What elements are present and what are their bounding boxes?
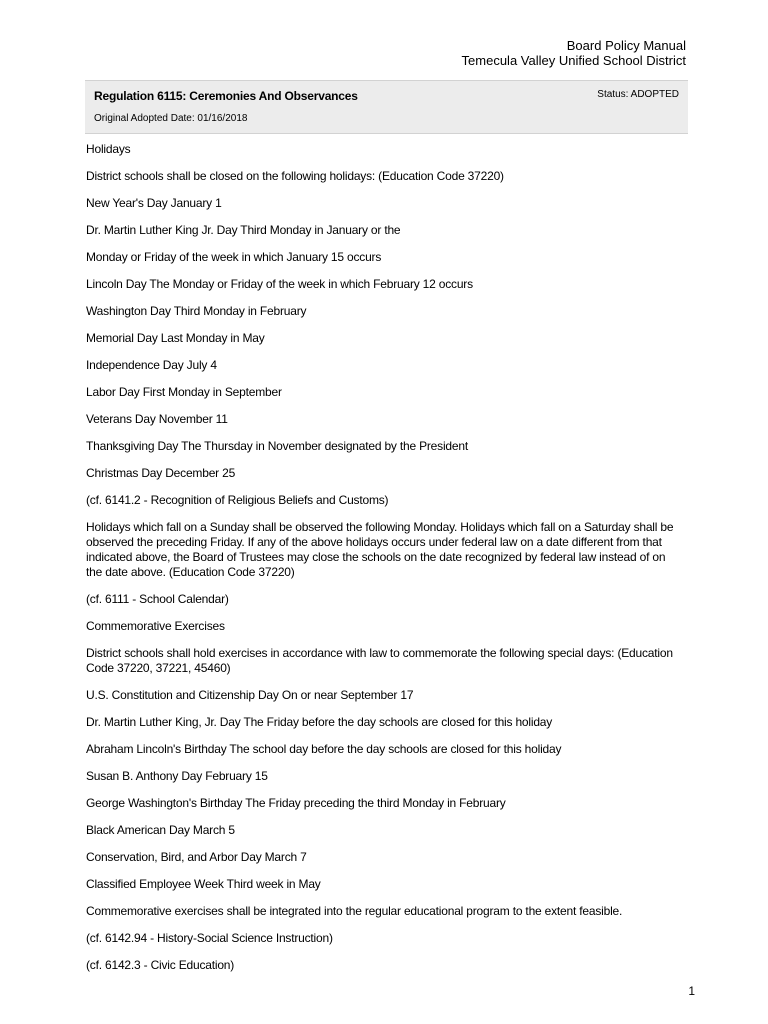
paragraph: Dr. Martin Luther King, Jr. Day The Friday before the day schools are closed for this holiday (86, 715, 553, 729)
paragraph: Memorial Day Last Monday in May (86, 331, 265, 345)
paragraph: Commemorative exercises shall be integrated into the regular educational program to the extent feasible. (86, 904, 623, 918)
paragraph: Lincoln Day The Monday or Friday of the week in which February 12 occurs (86, 277, 473, 291)
paragraph: Holidays (86, 142, 131, 156)
regulation-header-box (85, 80, 688, 134)
paragraph: District schools shall hold exercises in accordance with law to commemorate the following special days: (Education Code 37220, 37221, 45460) (86, 646, 673, 675)
paragraph: Black American Day March 5 (86, 823, 235, 837)
document-header (462, 38, 686, 68)
paragraph: Labor Day First Monday in September (86, 385, 282, 399)
paragraph: George Washington's Birthday The Friday preceding the third Monday in February (86, 796, 506, 810)
paragraph: Thanksgiving Day The Thursday in November designated by the President (86, 439, 468, 453)
paragraph: U.S. Constitution and Citizenship Day On or near September 17 (86, 688, 414, 702)
paragraph: Susan B. Anthony Day February 15 (86, 769, 268, 783)
paragraph: District schools shall be closed on the following holidays: (Education Code 37220) (86, 169, 504, 183)
paragraph: Independence Day July 4 (86, 358, 217, 372)
regulation-title: Regulation 6115: Ceremonies And Observances (94, 89, 358, 103)
paragraph: (cf. 6141.2 - Recognition of Religious Beliefs and Customs) (86, 493, 389, 507)
paragraph: (cf. 6142.3 - Civic Education) (86, 958, 235, 972)
paragraph: Washington Day Third Monday in February (86, 304, 307, 318)
document-body (86, 142, 682, 985)
paragraph: Holidays which fall on a Sunday shall be observed the following Monday. Holidays which fall on a Saturday shall be observed the preceding Friday. If any of the above holidays occurs under federal law on a date different from that indicated above, the Board of Trustees may close the schools on the date recognized by federal law instead of on the date above. (Education Code 37220) (86, 520, 674, 579)
paragraph: Conservation, Bird, and Arbor Day March 7 (86, 850, 307, 864)
paragraph: Commemorative Exercises (86, 619, 225, 633)
paragraph: Classified Employee Week Third week in May (86, 877, 321, 891)
paragraph: Monday or Friday of the week in which January 15 occurs (86, 250, 382, 264)
paragraph: (cf. 6111 - School Calendar) (86, 592, 229, 606)
adopted-date: Original Adopted Date: 01/16/2018 (94, 113, 248, 124)
paragraph: Veterans Day November 11 (86, 412, 228, 426)
status-label: Status: ADOPTED (597, 89, 679, 100)
paragraph: Dr. Martin Luther King Jr. Day Third Monday in January or the (86, 223, 401, 237)
paragraph: (cf. 6142.94 - History-Social Science Instruction) (86, 931, 333, 945)
district-name: Temecula Valley Unified School District (461, 53, 686, 68)
page-number: 1 (688, 984, 695, 998)
paragraph: Christmas Day December 25 (86, 466, 236, 480)
paragraph: New Year's Day January 1 (86, 196, 222, 210)
manual-title: Board Policy Manual (566, 38, 686, 53)
paragraph: Abraham Lincoln's Birthday The school day before the day schools are closed for this holiday (86, 742, 562, 756)
